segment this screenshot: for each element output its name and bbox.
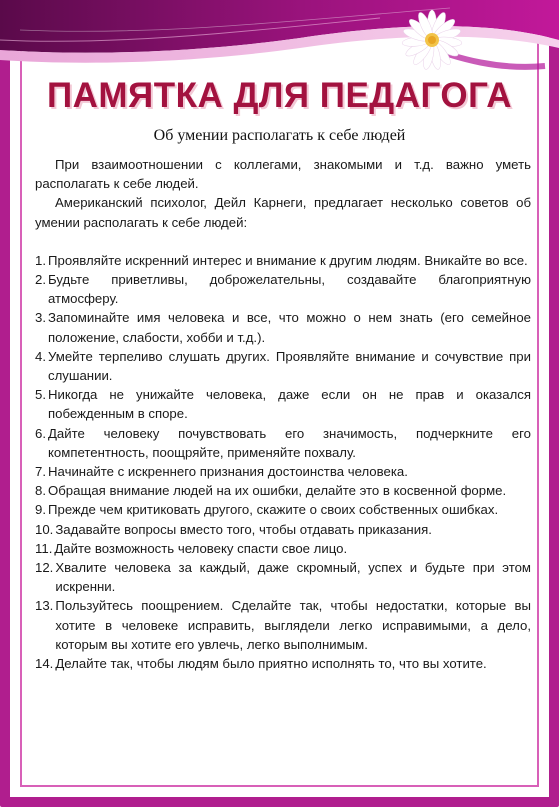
list-item	[35, 270, 531, 308]
item-number: 5.	[35, 387, 46, 403]
item-number: 1.	[35, 252, 46, 268]
item-number: 11.	[35, 540, 53, 556]
list-item	[35, 462, 531, 481]
item-number: 10.	[35, 521, 54, 537]
item-text: Будьте приветливы, доброжелательны, создавайте благоприятную атмосферу.	[48, 272, 531, 307]
list-item	[35, 424, 531, 462]
item-text: Дайте человеку почувствовать его значимость, подчеркните его компетентность, поощряйте, применяйте похвалу.	[48, 425, 531, 460]
list-item	[35, 251, 531, 270]
item-text: Хвалите человека за каждый, даже скромный, успех и будьте при этом искренни.	[55, 560, 531, 595]
item-number: 12.	[35, 560, 54, 576]
intro-paragraph: Американский психолог, Дейл Карнеги, предлагает несколько советов об умении располагать к себе людей:	[35, 195, 531, 230]
item-number: 2.	[35, 272, 46, 288]
item-text: Задавайте вопросы вместо того, чтобы отдавать приказания.	[55, 521, 432, 537]
memo-content	[35, 155, 531, 673]
item-number: 14.	[35, 656, 54, 672]
list-item	[35, 539, 531, 558]
item-number: 6.	[35, 425, 46, 441]
list-item	[35, 481, 531, 500]
list-item	[35, 308, 531, 346]
item-text: Начинайте с искреннего признания достоинства человека.	[48, 464, 408, 480]
item-text: Пользуйтесь поощрением. Сделайте так, чтобы недостатки, которые вы хотите в человеке исправить, выглядели легко исправимыми, а дело, которым вы хотите его увлечь, легко выполнимым.	[55, 598, 531, 652]
list-item	[35, 520, 531, 539]
item-text: Умейте терпеливо слушать других. Проявляйте внимание и сочувствие при слушании.	[48, 348, 531, 384]
list-item	[35, 654, 531, 673]
page-title: ПАМЯТКА ДЛЯ ПЕДАГОГА	[46, 76, 513, 115]
list-item	[35, 558, 531, 596]
page-subtitle: Об умении располагать к себе людей	[153, 127, 406, 144]
item-number: 3.	[35, 310, 46, 326]
list-item	[35, 385, 531, 423]
list-item	[35, 596, 531, 654]
item-number: 4.	[35, 348, 46, 364]
item-number: 13.	[35, 598, 54, 614]
item-number: 8.	[35, 483, 46, 499]
item-text: Никогда не унижайте человека, даже если он не прав и оказался побежденным в споре.	[48, 387, 531, 422]
item-text: Проявляйте искренний интерес и внимание к другим людям. Вникайте во все.	[48, 252, 528, 268]
item-text: Делайте так, чтобы людям было приятно исполнять то, что вы хотите.	[55, 656, 487, 672]
item-number: 7.	[35, 464, 46, 480]
list-item	[35, 347, 531, 385]
item-text: Дайте возможность человеку спасти свое лицо.	[54, 540, 348, 556]
list-item	[35, 500, 531, 519]
item-text: Запоминайте имя человека и все, что можно о нем знать (его семейное положение, слабости, хобби и т.д.).	[48, 310, 531, 345]
item-text: Обращая внимание людей на их ошибки, делайте это в косвенной форме.	[48, 483, 507, 499]
item-text: Прежде чем критиковать другого, скажите о своих собственных ошибках.	[48, 502, 499, 518]
item-number: 9.	[35, 502, 46, 518]
intro-paragraph: При взаимоотношении с коллегами, знакомыми и т.д. важно уметь располагать к себе людей.	[35, 157, 531, 192]
advice-list	[35, 251, 531, 673]
